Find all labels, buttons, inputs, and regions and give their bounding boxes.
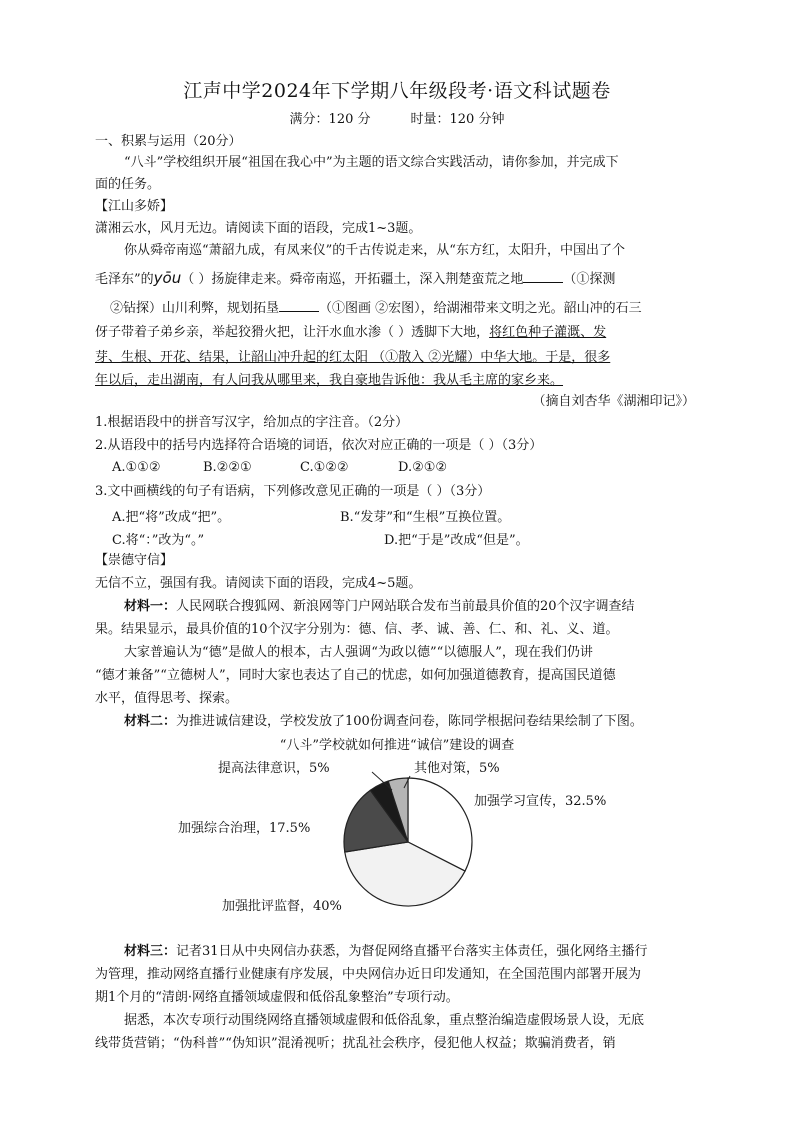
passage-line-4: 伢子带着子弟乡亲，举起狡猾火把，让汗水血水渗（ ）透脚下大地，将红色种子灌溉、发: [95, 325, 607, 340]
passage-line-6: 年以后，走出湖南，有人问我从哪里来，我自豪地告诉他：我从毛主席的家乡来。: [95, 373, 564, 388]
passage-line-3: ②钻探）山川利弊，规划拓垦 （①图画 ②宏图），给湖湘带来文明之光。韶山冲的石三: [110, 301, 642, 316]
material-3-line-4: 据悉，本次专项行动围绕网络直播领域虚假和低俗乱象，重点整治编造虚假场景人设，无底: [124, 1013, 645, 1028]
material-1-line-2: 果。结果显示，最具价值的10个汉字分别为：德、信、孝、诚、善、仁、和、礼、义、道。: [95, 622, 619, 637]
q2-option-b[interactable]: B.②②①: [203, 460, 252, 475]
q3-option-b[interactable]: B.“发芽”和“生根”互换位置。: [340, 510, 511, 525]
part1-lead: 潇湘云水，风月无边。请阅读下面的语段，完成1~3题。: [95, 221, 422, 236]
chart-title: “八斗”学校就如何推进“诚信”建设的调查: [279, 738, 515, 753]
part2-heading: 【崇德守信】: [95, 553, 174, 568]
material-3-line-2: 为管理，推动网络直播行业健康有序发展，中央网信办近日印发通知，在全国范围内部署开展为: [95, 967, 642, 982]
pie-slice-label: 加强综合治理，17.5%: [178, 821, 311, 836]
q3-option-c[interactable]: C.将“：”改为“。”: [112, 533, 205, 548]
section-heading: 一、积累与运用（20分）: [95, 134, 242, 149]
material-3-line-3: 期1个月的“清朗·网络直播领域虚假和低俗乱象整治”专项行动。: [95, 990, 459, 1005]
question-1: 1.根据语段中的拼音写汉字，给加点的字注音。（2分）: [95, 415, 409, 430]
material-3-line-5: 线带货营销；“伪科普”“伪知识”混淆视听；扰乱社会秩序，侵犯他人权益；欺骗消费者，销: [95, 1036, 616, 1051]
material-2-line: 材料二：为推进诚信建设，学校发放了100份调查问卷，陈同学根据问卷结果绘制了下图。: [124, 714, 643, 729]
passage-source: （摘自刘杏华《湖湘印记》）: [532, 394, 695, 409]
part2-lead: 无信不立，强国有我。请阅读下面的语段，完成4~5题。: [95, 576, 422, 591]
q3-option-a[interactable]: A.把“将”改成“把”。: [112, 510, 231, 525]
material-2-label: 材料二：: [124, 714, 177, 729]
q2-option-c[interactable]: C.①②②: [300, 460, 349, 475]
question-3: 3.文中画横线的句子有语病，下列修改意见正确的一项是（ ）（3分）: [95, 484, 491, 499]
exam-time: 时量：120 分钟: [410, 112, 505, 127]
material-3-label: 材料三：: [124, 944, 177, 959]
material-3-line-1: 材料三：记者31日从中央网信办获悉，为督促网络直播平台落实主体责任，强化网络主播行: [124, 944, 648, 959]
pie-slice-label: 加强批评监督，40%: [222, 899, 342, 914]
pinyin: yōu: [153, 269, 182, 287]
exam-title: 江声中学2024年下学期八年级段考·语文科试题卷: [183, 80, 611, 102]
intro-line-2: 面的任务。: [95, 177, 161, 192]
material-1-line-4: “德才兼备”“立德树人”，同时大家也表达了自己的忧虑，如何加强道德教育，提高国民道德: [95, 668, 616, 683]
question-2: 2.从语段中的括号内选择符合语境的词语，依次对应正确的一项是（ ）（3分）: [95, 438, 543, 453]
passage-line-5: 芽、生根、开花、结果，让韶山冲升起的红太阳 （①散入 ②光耀）中华大地。于是，很多: [95, 350, 611, 365]
material-1-line-1: 材料一：人民网联合搜狐网、新浪网等门户网站联合发布当前最具价值的20个汉字调查结: [124, 599, 635, 614]
pie-slice-label: 其他对策，5%: [414, 761, 500, 776]
q3-option-d[interactable]: D.把“于是”改成“但是”。: [384, 533, 529, 548]
q2-option-a[interactable]: A.①①②: [112, 460, 161, 475]
full-score: 满分：120 分: [289, 112, 371, 127]
pie-slice-label: 加强学习宣传，32.5%: [474, 794, 607, 809]
material-1-line-3: 大家普遍认为“德”是做人的根本，古人强调“为政以德”“以德服人”，现在我们仍讲: [124, 645, 593, 660]
part1-heading: 【江山多娇】: [95, 199, 174, 214]
intro-line-1: “八斗”学校组织开展“祖国在我心中”为主题的语文综合实践活动，请你参加，并完成下: [124, 155, 619, 170]
material-1-line-5: 水平，值得思考、探索。: [95, 691, 239, 706]
pie-slice-label: 提高法律意识，5%: [218, 761, 330, 776]
material-1-label: 材料一：: [124, 599, 177, 614]
q2-option-d[interactable]: D.②①②: [398, 460, 448, 475]
passage-line-2: 毛泽东”的yōu（ ）扬旋律走来。舜帝南巡，开拓疆土，深入荆楚蛮荒之地 （①探测: [95, 269, 616, 287]
passage-line-1: 你从舜帝南巡“萧韶九成，有凤来仪”的千古传说走来，从“东方红，太阳升，中国出了个: [124, 243, 625, 258]
underlined-sentence: 将红色种子灌溉、发: [489, 325, 607, 340]
